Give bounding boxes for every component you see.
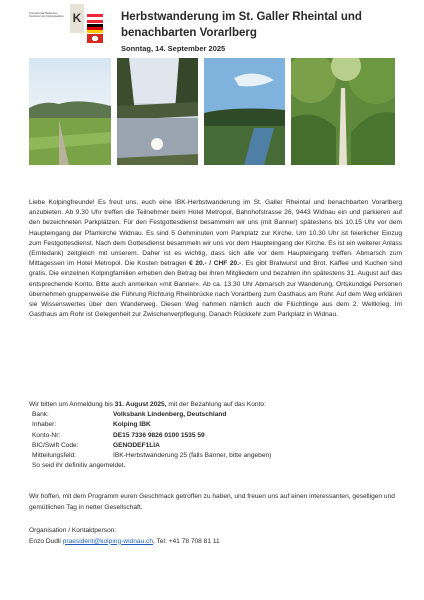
bic-row bbox=[32, 441, 389, 451]
account-value: DE15 7336 9826 0100 1535 59 bbox=[113, 431, 205, 439]
cost-amount: € 20.- / CHF 20.- bbox=[189, 260, 242, 268]
logo-text: Internationale Bodensee-Konferenz der Kolpingfamilien bbox=[29, 12, 64, 19]
photo-forest-path bbox=[291, 58, 395, 165]
owner-value: Kolping IBK bbox=[113, 421, 151, 429]
contact-phone: , Tel: +41 78 708 81 11 bbox=[153, 537, 220, 545]
registration-deadline: 31. August 2025, bbox=[114, 401, 167, 408]
austria-flag-icon bbox=[87, 14, 103, 23]
contact-line bbox=[29, 537, 399, 548]
bank-label: Bank: bbox=[32, 411, 49, 419]
bic-label: BIC/Swift Code: bbox=[32, 441, 79, 449]
account-row bbox=[32, 431, 389, 441]
flags bbox=[87, 14, 103, 44]
bank-value: Volksbank Lindenberg, Deutschland bbox=[113, 411, 227, 419]
owner-row bbox=[32, 420, 389, 430]
message-label: Mitteilungsfeld: bbox=[32, 452, 76, 460]
switzerland-flag-icon bbox=[87, 34, 103, 43]
page-title: Herbstwanderung im St. Galler Rheintal und benachbarten Vorarlberg bbox=[121, 11, 362, 39]
description-part-2: . Es gibt Bratwurst und Brot. Kaffee und Kuchen sind gratis. Die einzelnen Kolpingfamilien erheben den Betrag bei ihren Mitgliedern und bezahlen ihn spätestens 31. August auf das entsprechende Konto. Bitte auch anmerken «mit Banner». Ab ca. 13.30 Uhr Abmarsch zur Wanderung. Ortskundige Personen übernehmen gruppenweise die Führung Richtung Rheinbrücke nach Vorarlberg zum Gasthaus am Rohr. Auf dem Weg erklären sie Wissenswertes über den Wanderweg. Diesen Weg nahmen nämlich auch die Flüchtlinge aus dem 2. Weltkrieg. Im Gasthaus am Rohr ist Gelegenheit zur Zwischenverpflegung. Danach Rückkehr zum Parkplatz in Widnau. bbox=[29, 260, 402, 319]
registration-intro-b: mit der Bezahlung auf das Konto: bbox=[166, 401, 266, 408]
registration-intro-a: Wir bitten um Anmeldung bis bbox=[29, 401, 115, 408]
description-part-1: Liebe Kolpingfreunde! Es freut uns, euch eine IBK-Herbstwanderung im St. Galler Rheintal und benachbarten Vorarlberg anzubieten. Ab 9.30 Uhr treffen die Teilnehmer beim Hotel Metropol, Bahnhofstrasse 26, 9443 Widnau ein und parkieren auf den bezeichneten Parkplätzen. Für den Festgottesdienst besammeln wir uns (mit Banner) spätestens bis 10.15 Uhr vor dem Haupteingang der Pfarrkirche Widnau. Es sind 5 Gehminuten vom Parkplatz zur Kirche. Um 10.30 Uhr ist feierlicher Einzug zum Festgottesdienst. Nach dem Gottesdienst besammeln wir uns vor dem Haupteingang der Kirche. Es ist ein weiterer Anlass (Erntedank) zeitgleich mit unserem. Daher ist es wichtig, dass sich alle vor dem Haupteingang treffen. Abmarsch zum Mittagessen im Hotel Metropol. Die Kosten betragen bbox=[29, 199, 402, 268]
contact-email-link[interactable]: praesident@kolping-widnau.ch bbox=[62, 537, 154, 545]
owner-label: Inhaber: bbox=[32, 421, 57, 429]
message-row bbox=[32, 451, 389, 461]
organisation-contact bbox=[29, 526, 399, 547]
registration-intro bbox=[29, 400, 389, 410]
event-date: Sonntag, 14. September 2025 bbox=[121, 44, 226, 53]
registration-bank-details bbox=[29, 400, 389, 471]
kolping-k-logo-icon: K bbox=[70, 4, 84, 33]
contact-name: Enzo Dudli bbox=[29, 537, 63, 545]
organisation-heading: Organisation / Kontaktperson: bbox=[29, 527, 117, 534]
photo-meadow bbox=[29, 58, 111, 165]
closing-text: Wir hoffen, mit dem Programm euren Geschmack getroffen zu haben, und freuen uns auf einen interessanten, geselligen und gemütlichen Tag in netter Gesellschaft. bbox=[29, 493, 395, 511]
bic-value: GENODEF1LIA bbox=[113, 441, 160, 449]
message-value: IBK-Herbstwanderung 25 (falls Banner, bitte angeben) bbox=[113, 452, 272, 460]
photo-lake-reflection bbox=[117, 58, 198, 165]
photo-river-landscape bbox=[204, 58, 285, 165]
account-label: Konto-Nr: bbox=[32, 431, 61, 439]
registration-note: So seid ihr definitiv angemeldet. bbox=[32, 462, 126, 470]
event-description bbox=[29, 198, 402, 320]
germany-flag-icon bbox=[87, 24, 103, 33]
bank-row bbox=[32, 410, 389, 420]
